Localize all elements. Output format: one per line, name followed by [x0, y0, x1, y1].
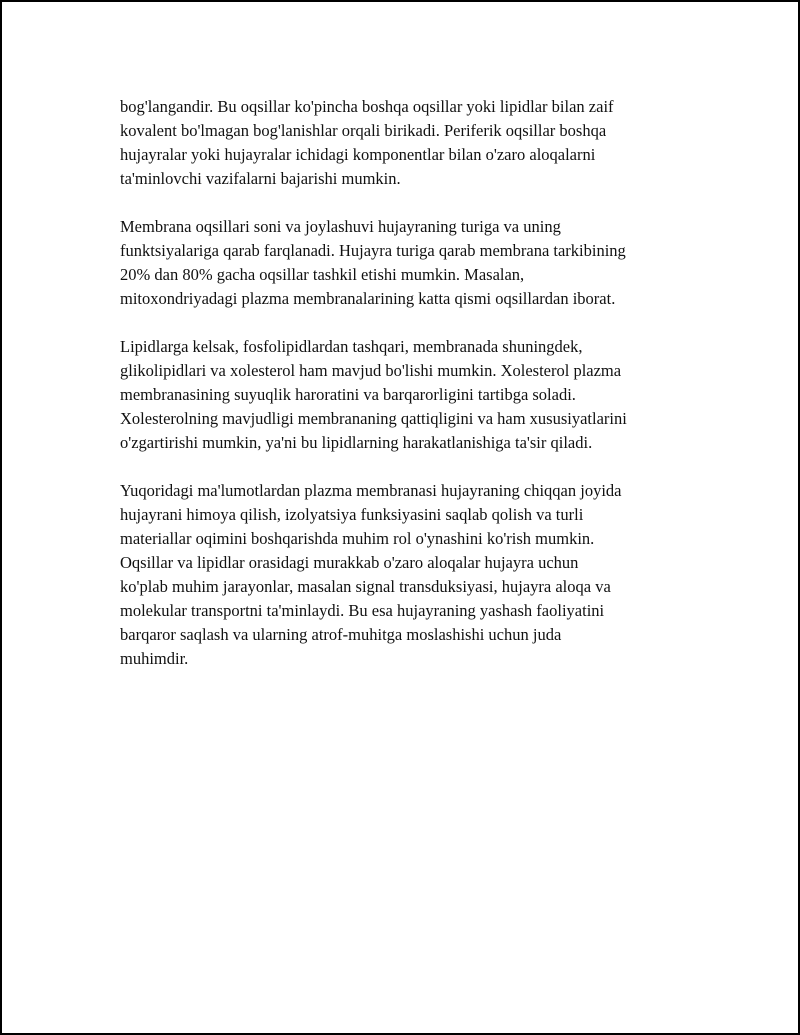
text-line: Yuqoridagi ma'lumotlardan plazma membranasi hujayraning chiqqan joyida: [120, 481, 622, 500]
text-line: 20% dan 80% gacha oqsillar tashkil etishi mumkin. Masalan,: [120, 265, 525, 284]
text-line: ko'plab muhim jarayonlar, masalan signal transduksiyasi, hujayra aloqa va: [120, 577, 611, 596]
text-line: mitoxondriyadagi plazma membranalarining katta qismi oqsillardan iborat.: [120, 289, 616, 308]
text-line: kovalent bo'lmagan bog'lanishlar orqali birikadi. Periferik oqsillar boshqa: [120, 121, 607, 140]
document-body: [120, 95, 690, 695]
paragraph-3: [120, 335, 690, 455]
text-line: hujayralar yoki hujayralar ichidagi komponentlar bilan o'zaro aloqalarni: [120, 145, 596, 164]
text-line: Oqsillar va lipidlar orasidagi murakkab o'zaro aloqalar hujayra uchun: [120, 553, 579, 572]
text-line: glikolipidlari va xolesterol ham mavjud bo'lishi mumkin. Xolesterol plazma: [120, 361, 622, 380]
text-line: Lipidlarga kelsak, fosfolipidlardan tashqari, membranada shuningdek,: [120, 337, 583, 356]
text-line: hujayrani himoya qilish, izolyatsiya funksiyasini saqlab qolish va turli: [120, 505, 584, 524]
text-line: Membrana oqsillari soni va joylashuvi hujayraning turiga va uning: [120, 217, 561, 236]
text-line: muhimdir.: [120, 649, 189, 668]
text-line: molekular transportni ta'minlaydi. Bu esa hujayraning yashash faoliyatini: [120, 601, 605, 620]
text-line: bog'langandir. Bu oqsillar ko'pincha boshqa oqsillar yoki lipidlar bilan zaif: [120, 97, 614, 116]
text-line: funktsiyalariga qarab farqlanadi. Hujayra turiga qarab membrana tarkibining: [120, 241, 626, 260]
text-line: materiallar oqimini boshqarishda muhim rol o'ynashini ko'rish mumkin.: [120, 529, 595, 548]
text-line: Xolesterolning mavjudligi membrananing qattiqligini va ham xususiyatlarini: [120, 409, 627, 428]
paragraph-2: [120, 215, 690, 311]
paragraph-1: [120, 95, 690, 191]
text-line: barqaror saqlash va ularning atrof-muhitga moslashishi uchun juda: [120, 625, 562, 644]
paragraph-4: [120, 479, 690, 671]
text-line: o'zgartirishi mumkin, ya'ni bu lipidlarning harakatlanishiga ta'sir qiladi.: [120, 433, 593, 452]
text-line: membranasining suyuqlik haroratini va barqarorligini tartibga soladi.: [120, 385, 576, 404]
text-line: ta'minlovchi vazifalarni bajarishi mumkin.: [120, 169, 401, 188]
